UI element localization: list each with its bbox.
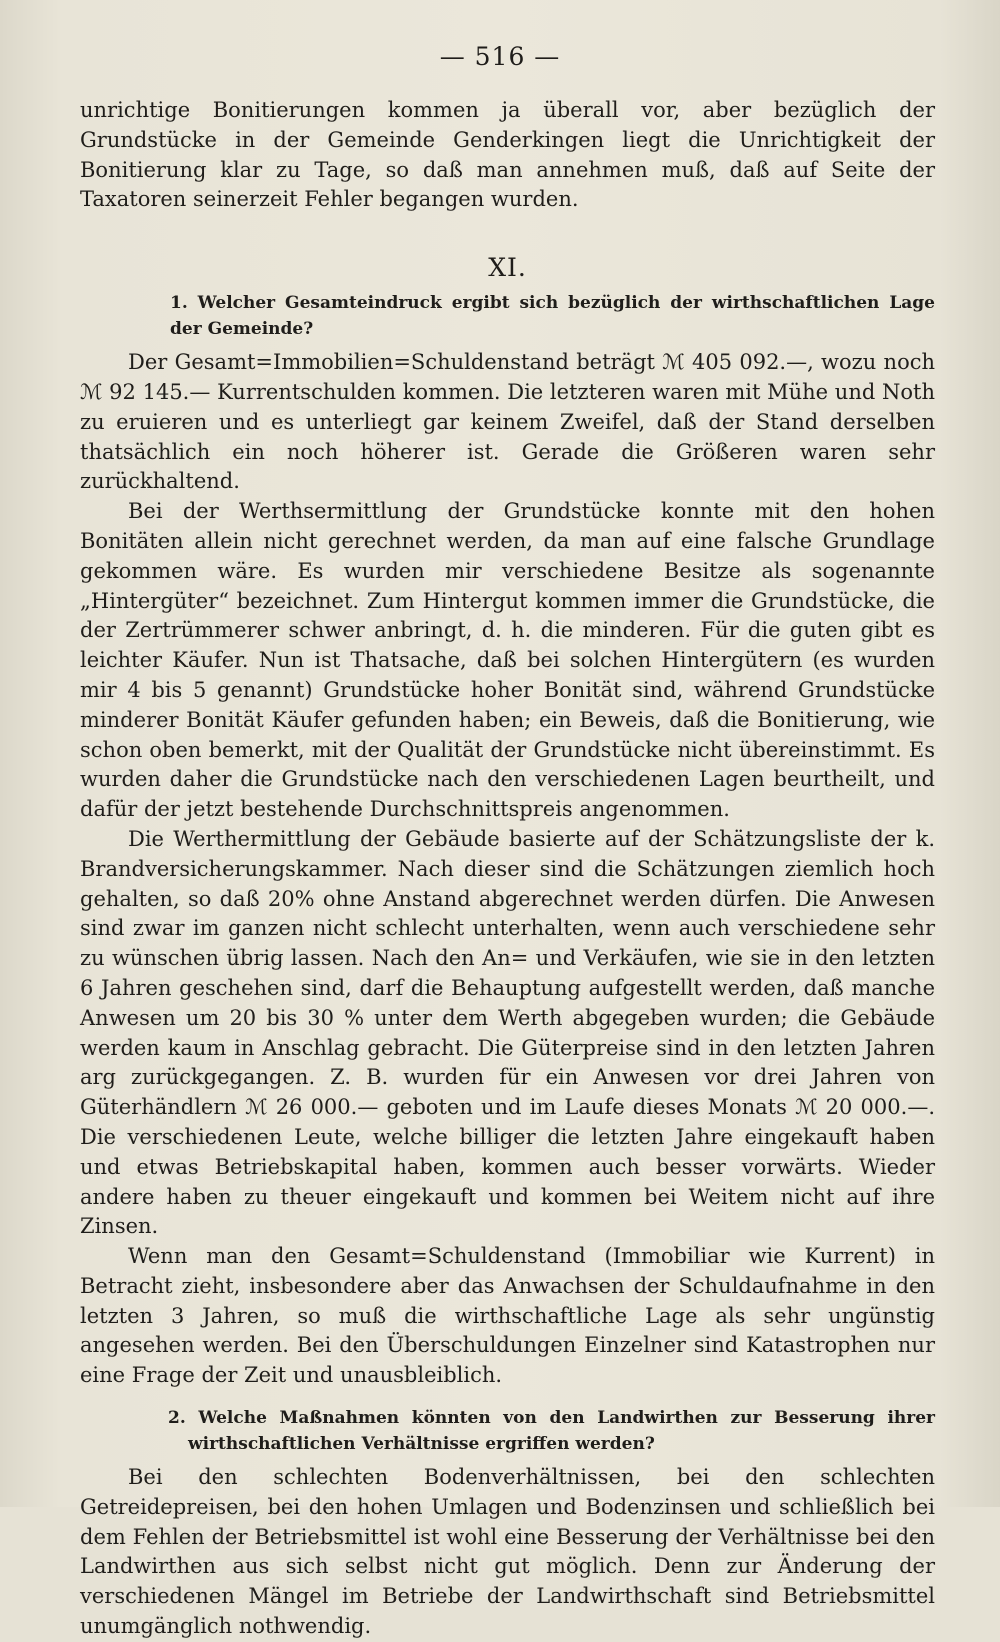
body-paragraph-2: Bei der Werthsermittlung der Grundstücke konnte mit den hohen Bonitäten allein nicht gerechnet werden, da man auf eine falsche Grundlage gekommen wäre. Es wurden mir verschiedene Besitze als sogenannte „Hintergüter“ bezeichnet. Zum Hintergut kommen immer die Grundstücke, die der Zertrümmerer schwer anbringt, d. h. die minderen. Für die guten gibt es leichter Käufer. Nun ist Thatsache, daß bei solchen Hintergütern (es wurden mir 4 bis 5 genannt) Grundstücke hoher Bonität sind, während Grundstücke minderer Bonität Käufer gefunden haben; ein Beweis, daß die Bonitierung, wie schon oben bemerkt, mit der Qualität der Grundstücke nicht übereinstimmt. Es wurden daher die Grundstücke nach den verschiedenen Lagen beurtheilt, und dafür der jetzt bestehende Durchschnittspreis angenommen. (80, 499, 935, 822)
body-paragraph-5: Bei den schlechten Bodenverhältnissen, bei den schlechten Getreidepreisen, bei den hohen Umlagen und Bodenzinsen und schließlich bei dem Fehlen der Betriebsmittel ist wohl eine Besserung der Verhältnisse bei den Landwirthen aus sich selbst nicht gut möglich. Denn zur Änderung der verschiedenen Mängel im Betriebe der Landwirthschaft sind Betriebsmittel unumgänglich nothwendig. (80, 1465, 935, 1639)
body-paragraph-3: Die Werthermittlung der Gebäude basierte auf der Schätzungsliste der k. Brandversicherungskammer. Nach dieser sind die Schätzungen ziemlich hoch gehalten, so daß 20% ohne Anstand abgerechnet werden dürfen. Die Anwesen sind zwar im ganzen nicht schlecht unterhalten, wenn auch verschiedene sehr zu wünschen übrig lassen. Nach den An= und Verkäufen, wie sie in den letzten 6 Jahren geschehen sind, darf die Behauptung aufgestellt werden, daß manche Anwesen um 20 bis 30 % unter dem Werth abgegeben wurden; die Gebäude werden kaum in Anschlag gebracht. Die Güterpreise sind in den letzten Jahren arg zurückgegangen. Z. B. wurden für ein Anwesen vor drei Jahren von Güterhändlern ℳ 26 000.— geboten und im Laufe dieses Monats ℳ 20 000.—. Die verschiedenen Leute, welche billiger die letzten Jahre eingekauft haben und etwas Betriebskapital haben, kommen auch besser vorwärts. Wieder andere haben zu theuer eingekauft und kommen bei Weitem nicht auf ihre Zinsen. (80, 826, 935, 1239)
body-paragraph-4: Wenn man den Gesamt=Schuldenstand (Immobiliar wie Kurrent) in Betracht zieht, insbesondere aber das Anwachsen der Schuldaufnahme in den letzten 3 Jahren, so muß die wirthschaftliche Lage als sehr ungünstig angesehen werden. Bei den Überschuldungen Einzelner sind Katastrophen nur eine Frage der Zeit und unausbleiblich. (80, 1244, 935, 1388)
section-heading: XI. (488, 253, 527, 283)
text-column (80, 96, 935, 1642)
intro-paragraph: unrichtige Bonitierungen kommen ja überall vor, aber bezüglich der Grundstücke in der Gemeinde Genderkingen liegt die Unrichtigkeit der Bonitierung klar zu Tage, so daß man annehmen muß, daß auf Seite der Taxatoren seinerzeit Fehler begangen wurden. (80, 98, 935, 212)
page-number: — 516 — (439, 42, 561, 71)
question-2: 2. Welche Maßnahmen könnten von den Landwirthen zur Besserung ihrer wirthschaftlichen Verhältnisse ergriffen werden? (168, 1408, 935, 1455)
question-1: 1. Welcher Gesamteindruck ergibt sich bezüglich der wirthschaftlichen Lage der Gemeinde? (170, 293, 935, 340)
body-paragraph-1: Der Gesamt=Immobilien=Schuldenstand beträgt ℳ 405 092.—, wozu noch ℳ 92 145.— Kurrentschulden kommen. Die letzteren waren mit Mühe und Noth zu eruieren und es unterliegt gar keinem Zweifel, daß der Stand derselben thatsächlich ein noch höherer ist. Gerade die Größeren waren sehr zurückhaltend. (80, 350, 935, 494)
